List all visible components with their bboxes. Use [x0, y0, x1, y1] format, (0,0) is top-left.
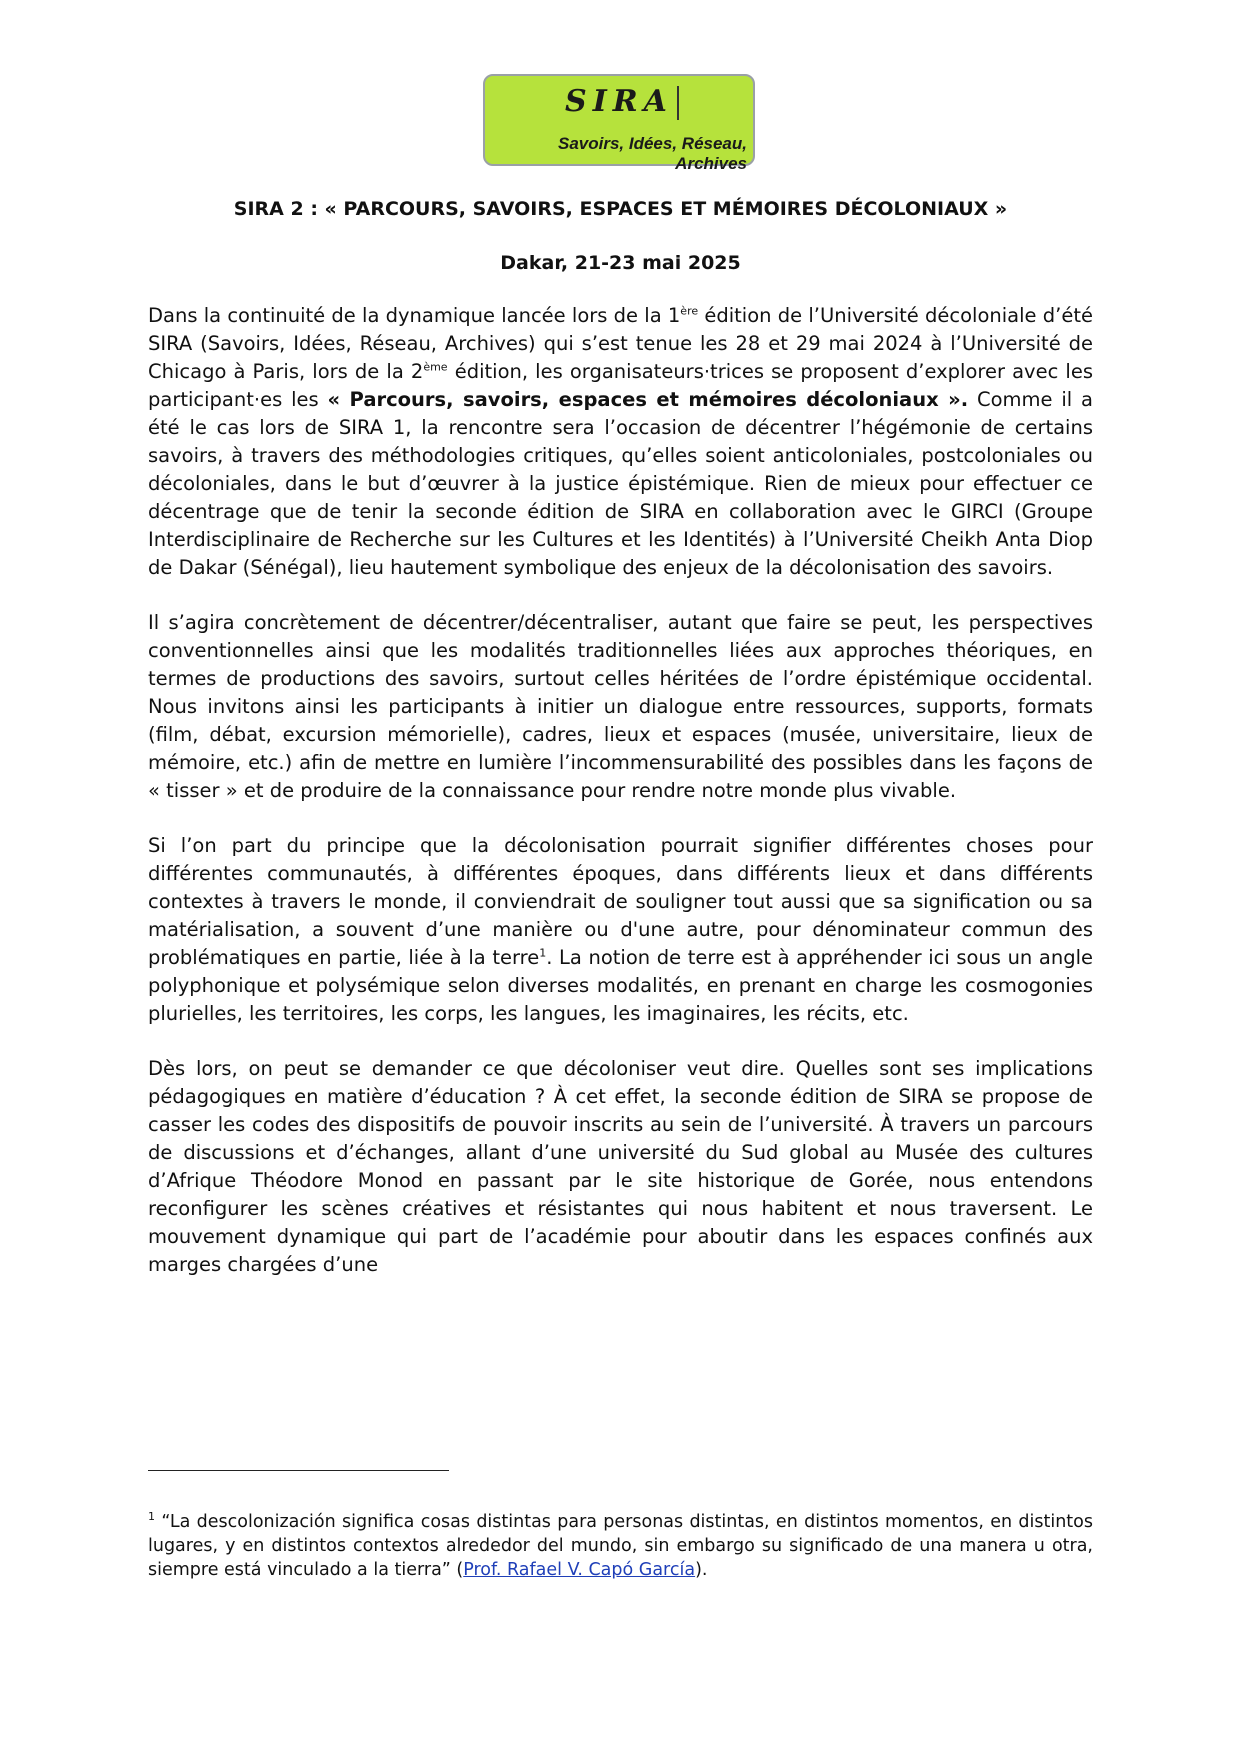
logo-title: SIRA — [565, 84, 673, 119]
text-run: édition de l’Université décoloniale d’été SIRA (Savoirs, Idées, Réseau, Archives) qui s’est tenue les 28 et 29 mai 2024 à l’Université de Chicago à Paris, lors de la 2 — [148, 304, 1093, 383]
text-run: édition, les organisateurs·trices se proposent d’explorer avec les participant·es les — [148, 360, 1093, 411]
footnote — [148, 1510, 1093, 1582]
text-run: Comme il a été le cas lors de SIRA 1, la rencontre sera l’occasion de décentrer l’hégémonie de certains savoirs, à travers des méthodologies critiques, qu’elles soient anticoloniales, postcoloniales ou décoloniales, dans le but d’œuvrer à la justice épistémique. Rien de mieux pour effectuer ce décentrage que de tenir la seconde édition de SIRA en collaboration avec le GIRCI (Groupe Interdisciplinaire de Recherche sur les Cultures et les Identités) à l’Université Cheikh Anta Diop de Dakar (Sénégal), lieu hautement symbolique des enjeux de la décolonisation des savoirs. — [148, 388, 1093, 579]
document-body — [148, 302, 1093, 1306]
paragraph-2: Il s’agira concrètement de décentrer/décentraliser, autant que faire se peut, les perspectives conventionnelles ainsi que les modalités traditionnelles liées aux approches théoriques, en termes de productions des savoirs, surtout celles héritées de l’ordre épistémique occidental. Nous invitons ainsi les participants à initier un dialogue entre ressources, supports, formats (film, débat, excursion mémorielle), cadres, lieux et espaces (musée, universitaire, lieux de mémoire, etc.) afin de mettre en lumière l’incommensurabilité des possibles dans les façons de « tisser » et de produire de la connaissance pour rendre notre monde plus vivable. — [148, 611, 1093, 802]
ordinal-superscript: ème — [423, 360, 448, 374]
footnote-number: 1 — [148, 1510, 155, 1524]
text-run: . La notion de terre est à appréhender ici sous un angle polyphonique et polysémique selon diverses modalités, en prenant en charge les cosmogonies plurielles, les territoires, les corps, les langues, les imaginaires, les récits, etc. — [148, 946, 1093, 1025]
footnote-reference[interactable]: 1 — [539, 946, 547, 960]
text-run: Dans la continuité de la dynamique lancée lors de la 1 — [148, 304, 681, 327]
document-subtitle: Dakar, 21-23 mai 2025 — [500, 252, 741, 274]
paragraph-1 — [148, 302, 1093, 582]
document-title: SIRA 2 : « PARCOURS, SAVOIRS, ESPACES ET MÉMOIRES DÉCOLONIAUX » — [233, 198, 1008, 220]
logo-cursor-mark — [677, 86, 679, 120]
footnote-author-link[interactable]: Prof. Rafael V. Capó García — [463, 1560, 696, 1580]
footnote-text: “La descolonización significa cosas distintas para personas distintas, en distintos momentos, en distintos lugares, y en distintos contextos alrededor del mundo, sin embargo su significado de una manera u otra, siempre está vinculado a la tierra” ( — [148, 1512, 1093, 1580]
paragraph-4: Dès lors, on peut se demander ce que décoloniser veut dire. Quelles sont ses implications pédagogiques en matière d’éducation ? À cet effet, la seconde édition de SIRA se propose de casser les codes des dispositifs de pouvoir inscrits au sein de l’université. À travers un parcours de discussions et d’échanges, allant d’une université du Sud global au Musée des cultures d’Afrique Théodore Monod en passant par le site historique de Gorée, nous entendons reconfigurer les scènes créatives et résistantes qui nous habitent et nous traversent. Le mouvement dynamique qui part de l’académie pour aboutir dans les espaces confinés aux marges chargées d’une — [148, 1057, 1093, 1276]
footnote-separator — [148, 1470, 449, 1471]
footnote-end: ). — [695, 1560, 708, 1580]
logo-subtitle: Savoirs, Idées, Réseau, Archives — [558, 134, 747, 173]
bold-theme: « Parcours, savoirs, espaces et mémoires décoloniaux ». — [327, 388, 969, 411]
text-run: Si l’on part du principe que la décolonisation pourrait signifier différentes choses pour différentes communautés, à différentes époques, dans différents lieux et dans différents contextes à travers le monde, il conviendrait de souligner tout aussi que sa signification ou sa matérialisation, a souvent d’une manière ou d'une autre, pour dénominateur commun des problématiques en partie, liée à la terre — [148, 834, 1093, 969]
sira-logo — [483, 74, 755, 173]
ordinal-superscript: ère — [680, 304, 699, 318]
paragraph-3 — [148, 832, 1093, 1028]
